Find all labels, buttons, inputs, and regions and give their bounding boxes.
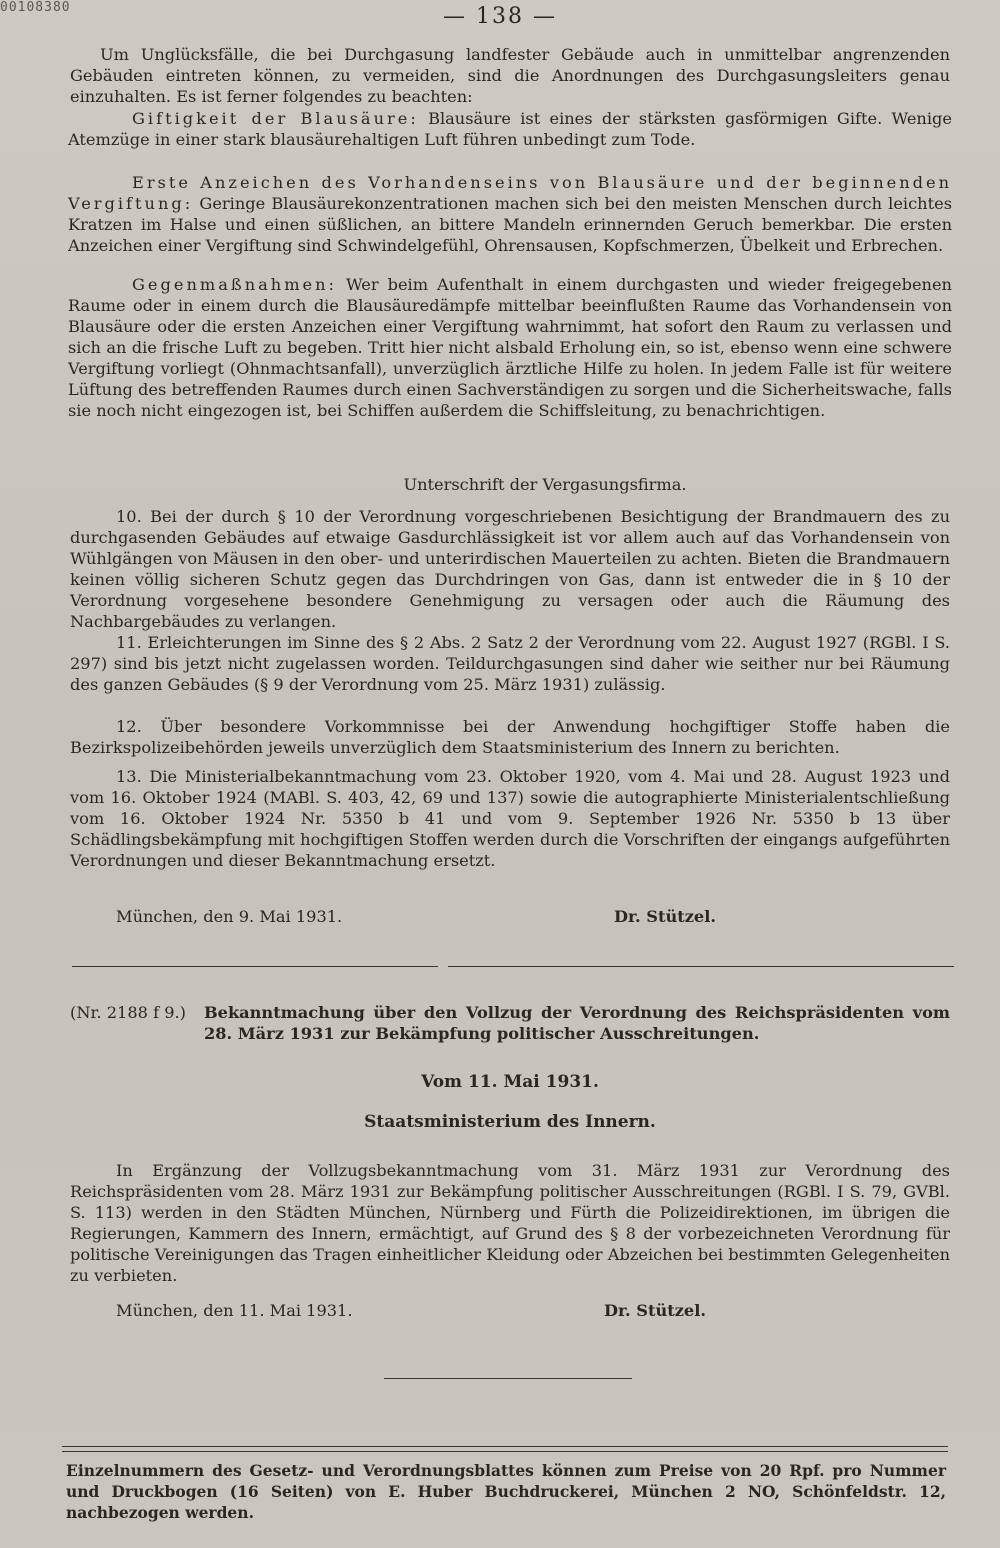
- footer-rule-bottom: [62, 1451, 948, 1452]
- numbered-paragraph-11: [70, 632, 950, 695]
- place-date: München, den 11. Mai 1931.: [116, 1301, 353, 1320]
- paragraph-text: 11. Erleichterungen im Sinne des § 2 Abs. 2 Satz 2 der Verordnung vom 22. August 1927 (RGBl. I S. 297) sind bis jetzt nicht zugelassen worden. Teildurchgasungen sind daher wie seither nur bei Räumung des ganzen Gebäudes (§ 9 der Verordnung vom 25. März 1931) zulässig.: [70, 633, 950, 694]
- section-toxicity: [68, 108, 952, 150]
- paragraph-text: 13. Die Ministerialbekanntmachung vom 23. Oktober 1920, vom 4. Mai und 28. August 1923 und vom 16. Oktober 1924 (MABl. S. 403, 42, 69 und 137) sowie die autographierte Ministerialentschließung vom 16. Oktober 1924 Nr. 5350 b 41 und vom 9. September 1926 Nr. 5350 b 13 über Schädlingsbekämpfung mit hochgiftigen Stoffen werden durch die Vorschriften der eingangs aufgeführten Verordnungen und dieser Bekanntmachung ersetzt.: [70, 767, 950, 870]
- intro-text: Um Unglücksfälle, die bei Durchgasung landfester Gebäude auch in unmittelbar angrenzenden Gebäuden eintreten können, zu vermeiden, sind die Anordnungen des Durchgasungsleiters genau einzuhalten. Es ist ferner folgendes zu beachten:: [70, 45, 950, 106]
- section-countermeasures: [68, 274, 952, 421]
- signature-note: [70, 474, 950, 495]
- section-heading: Giftigkeit der Blausäure:: [132, 109, 419, 128]
- divider-left: [72, 966, 438, 967]
- footer-notice: [66, 1460, 946, 1523]
- footer-text: Einzelnummern des Gesetz- und Verordnungsblattes können zum Preise von 20 Rpf. pro Nummer und Druckbogen (16 Seiten) von E. Huber Buchdruckerei, München 2 NO, Schönfeldstr. 12, nachbezogen werden.: [66, 1461, 946, 1522]
- numbered-paragraph-13: [70, 766, 950, 871]
- notice-body-text: In Ergänzung der Vollzugsbekanntmachung vom 31. März 1931 zur Verordnung des Reichspräsidenten vom 28. März 1931 zur Bekämpfung politischer Ausschreitungen (RGBl. I S. 79, GVBl. S. 113) werden in den Städten München, Nürnberg und Fürth die Polizeidirektionen, im übrigen die Regierungen, Kammern des Innern, ermächtigt, auf Grund des § 8 der vorbezeichneten Verordnung für politische Vereinigungen das Tragen einheitlicher Kleidung oder Abzeichen bei bestimmten Gelegenheiten zu verbieten.: [70, 1161, 950, 1285]
- paragraph-text: 12. Über besondere Vorkommnisse bei der Anwendung hochgiftiger Stoffe haben die Bezirkspolizeibehörden jeweils unverzüglich dem Staatsministerium des Innern zu berichten.: [70, 717, 950, 757]
- short-divider: [384, 1378, 632, 1379]
- paragraph-text: 10. Bei der durch § 10 der Verordnung vorgeschriebenen Besichtigung der Brandmauern des zu durchgasenden Gebäudes auf etwaige Gasdurchlässigkeit ist vor allem auch auf das Vorhandensein von Wühlgängen von Mäusen in den ober- und unterirdischen Mauerteilen zu achten. Bieten die Brandmauern keinen völlig sicheren Schutz gegen das Durchdringen von Gas, dann ist entweder die in § 10 der Verordnung vorgesehene besondere Genehmigung zu versagen oder auch die Räumung des Nachbargebäudes zu verlangen.: [70, 507, 950, 631]
- closing-second: [116, 1300, 706, 1321]
- notice-reference: (Nr. 2188 f 9.): [70, 1003, 186, 1022]
- archive-stamp-code: 00108380: [0, 0, 71, 15]
- place-date: München, den 9. Mai 1931.: [116, 907, 343, 926]
- notice-authority: [70, 1112, 950, 1133]
- intro-paragraph: [70, 44, 950, 107]
- section-text: Wer beim Aufenthalt in einem durchgasten und wieder freigegebenen Raume oder in einem durch die Blausäuredämpfe mittelbar beeinflußten Raume das Vorhandensein von Blausäure oder die ersten Anzeichen einer Vergiftung wahrnimmt, hat sofort den Raum zu verlassen und sich an die frische Luft zu begeben. Tritt hier nicht alsbald Erholung ein, so ist, ebenso wenn eine schwere Vergiftung vorliegt (Ohnmachtsanfall), unverzüglich ärztliche Hilfe zu holen. In jedem Falle ist für weitere Lüftung des betreffenden Raumes durch einen Sachverständigen zu sorgen und die Sicherheitswache, falls sie noch nicht eingezogen ist, bei Schiffen außerdem die Schiffsleitung, zu benachrichtigen.: [68, 275, 952, 420]
- notice-date: [70, 1072, 950, 1093]
- page-number: — 138 —: [443, 4, 557, 29]
- section-text: Geringe Blausäurekonzentrationen machen sich bei den meisten Menschen durch leichtes Kratzen im Halse und einen süßlichen, an bittere Mandeln erinnernden Geruch bemerkbar. Die ersten Anzeichen einer Vergiftung sind Schwindelgefühl, Ohrensausen, Kopfschmerzen, Übelkeit und Erbrechen.: [68, 194, 952, 255]
- signer-name: Dr. Stützel.: [603, 1301, 706, 1320]
- section-heading: Erste Anzeichen des Vorhandenseins von Blausäure und der beginnenden Vergiftung:: [68, 173, 952, 213]
- signature-note-text: Unterschrift der Vergasungsfirma.: [403, 475, 687, 494]
- section-heading: Gegenmaßnahmen:: [132, 275, 338, 294]
- section-text: Blausäure ist eines der stärksten gasförmigen Gifte. Wenige Atemzüge in einer stark blausäurehaltigen Luft führen unbedingt zum Tode.: [68, 109, 952, 149]
- notice-authority-text: Staatsministerium des Innern.: [364, 1112, 656, 1132]
- footer-rule-top: [62, 1446, 948, 1447]
- divider-right: [448, 966, 954, 967]
- notice-title: Bekanntmachung über den Vollzug der Verordnung des Reichspräsidenten vom 28. März 1931 zur Bekämpfung politischer Ausschreitungen.: [203, 1003, 950, 1043]
- notice-date-text: Vom 11. Mai 1931.: [421, 1072, 599, 1092]
- numbered-paragraph-12: [70, 716, 950, 758]
- section-first-signs: [68, 172, 952, 256]
- notice-header: [70, 1002, 950, 1044]
- closing-first: [116, 906, 716, 927]
- numbered-paragraph-10: [70, 506, 950, 632]
- signer-name: Dr. Stützel.: [613, 907, 716, 926]
- notice-body: [70, 1160, 950, 1286]
